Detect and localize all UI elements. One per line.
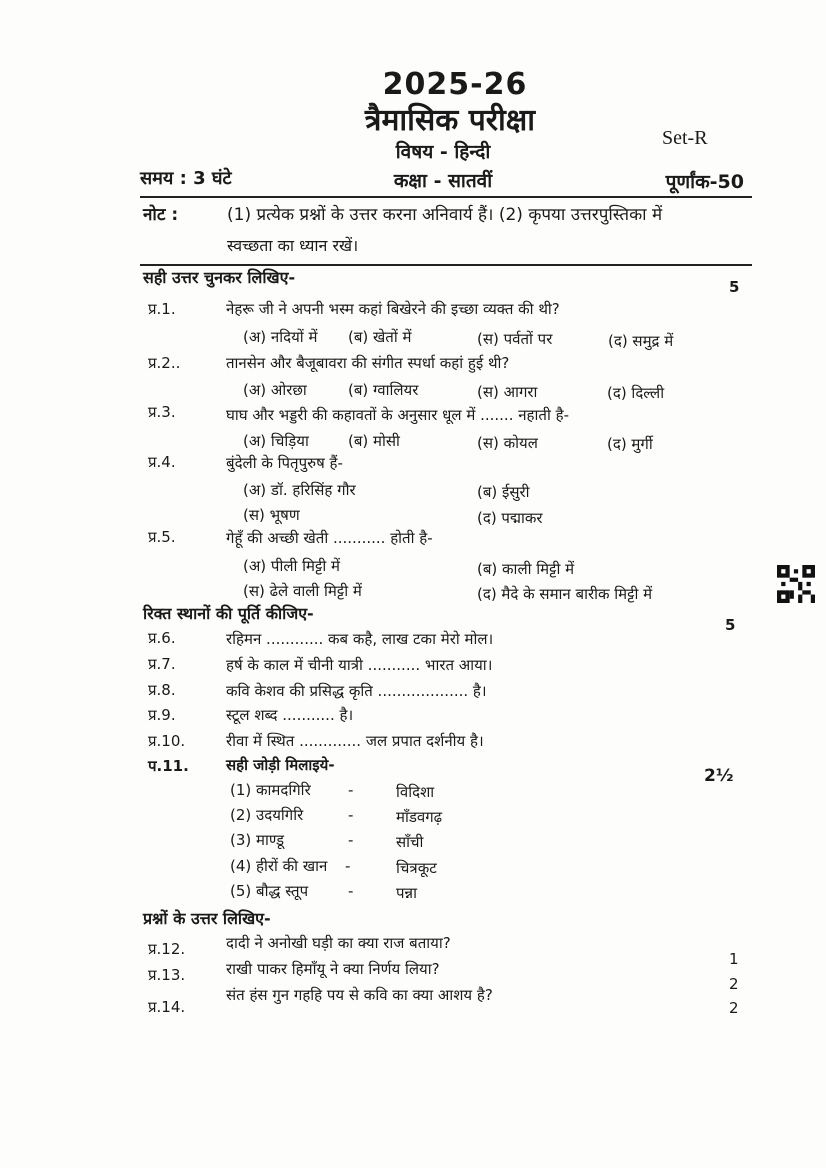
- max-marks: पूर्णांक-50: [665, 171, 744, 193]
- class: कक्षा - सातवीं: [393, 170, 493, 192]
- option: (अ) नदियों में: [243, 328, 318, 346]
- match-left: (1) कामदगिरि: [230, 781, 311, 799]
- option: (द) मुर्गी: [607, 435, 653, 453]
- question-text: स्टूल शब्द ........... है।: [226, 706, 354, 724]
- match-right: चित्रकूट: [396, 859, 437, 877]
- option: (द) मैदे के समान बारीक मिट्टी में: [477, 585, 653, 603]
- option: (ब) मोसी: [348, 432, 400, 450]
- option: (द) समुद्र में: [608, 332, 674, 350]
- question-text: हर्ष के काल में चीनी यात्री ........... भारत आया।: [226, 656, 493, 674]
- question-number: प्र.6.: [148, 629, 176, 647]
- match-dash: -: [348, 831, 354, 849]
- question-text: संत हंस गुन गहहि पय से कवि का क्या आशय है?: [226, 986, 493, 1004]
- qr-code-icon: [777, 565, 815, 603]
- section-title: प्रश्नों के उत्तर लिखिए-: [143, 909, 271, 928]
- option: (ब) ईसुरी: [477, 483, 530, 501]
- question-text: गेहूँ की अच्छी खेती ........... होती है-: [226, 529, 433, 547]
- option: (अ) डॉ. हरिसिंह गौर: [243, 481, 356, 499]
- question-text: रहिमन ............ कब कहै, लाख टका मेरो मोल।: [226, 630, 494, 648]
- match-right: विदिशा: [396, 783, 435, 801]
- match-right: साँची: [396, 833, 424, 851]
- set-label: Set-R: [662, 127, 708, 149]
- match-left: (4) हीरों की खान: [230, 857, 328, 875]
- option: (ब) काली मिट्टी में: [477, 560, 575, 578]
- match-right: पन्ना: [396, 884, 417, 902]
- match-left: (2) उदयगिरि: [230, 806, 304, 824]
- question-number: प्र.12.: [148, 940, 186, 958]
- note-line-1: (1) प्रत्येक प्रश्नों के उत्तर करना अनिवार्य हैं। (2) कृपया उत्तरपुस्तिका में: [227, 205, 663, 225]
- question-marks: 2: [729, 975, 739, 993]
- option: (अ) पीली मिट्टी में: [243, 557, 340, 575]
- match-dash: -: [348, 781, 354, 799]
- exam-title: त्रैमासिक परीक्षा: [364, 103, 536, 138]
- question-text: बुंदेली के पितृपुरुष हैं-: [226, 454, 343, 472]
- option: (स) ढेले वाली मिट्टी में: [243, 582, 362, 600]
- section-marks: 5: [729, 278, 740, 296]
- match-dash: -: [348, 806, 354, 824]
- question-text: तानसेन और बैजूबावरा की संगीत स्पर्धा कहां हुई थी?: [226, 354, 510, 372]
- exam-year: 2025-26: [382, 67, 528, 102]
- option: (द) दिल्ली: [607, 384, 665, 402]
- question-number: प.11.: [148, 757, 189, 775]
- option: (अ) चिड़िया: [243, 432, 309, 450]
- match-left: (3) माण्डू: [230, 831, 285, 849]
- question-number: प्र.7.: [148, 655, 176, 673]
- question-text: रीवा में स्थित ............. जल प्रपात दर्शनीय है।: [226, 732, 484, 750]
- option: (स) आगरा: [477, 383, 538, 401]
- divider: [140, 264, 752, 266]
- question-number: प्र.9.: [148, 706, 176, 724]
- subject: विषय - हिन्दी: [395, 141, 491, 163]
- note-label: नोट :: [143, 205, 179, 225]
- question-marks: 2: [729, 999, 739, 1017]
- option: (ब) ग्वालियर: [348, 381, 419, 399]
- divider: [140, 196, 752, 198]
- match-right: माँडवगढ़: [396, 808, 443, 826]
- match-dash: -: [345, 857, 351, 875]
- option: (द) पद्माकर: [477, 509, 543, 527]
- question-text: घाघ और भड्डरी की कहावतों के अनुसार धूल में ....... नहाती है-: [226, 406, 569, 424]
- match-dash: -: [348, 882, 354, 900]
- question-number: प्र.14.: [148, 998, 186, 1016]
- section-title: सही उत्तर चुनकर लिखिए-: [143, 268, 296, 287]
- question-text: राखी पाकर हिमाँयू ने क्या निर्णय लिया?: [226, 960, 440, 978]
- question-number: प्र.10.: [148, 732, 186, 750]
- question-number: प्र.8.: [148, 681, 176, 699]
- question-number: प्र.3.: [148, 403, 176, 421]
- time-allowed: समय : 3 घंटे: [140, 168, 232, 189]
- match-left: (5) बौद्ध स्तूप: [230, 882, 309, 900]
- option: (अ) ओरछा: [243, 381, 307, 399]
- question-text: नेहरू जी ने अपनी भस्म कहां बिखेरने की इच्छा व्यक्त की थी?: [226, 300, 560, 318]
- question-number: प्र.2..: [148, 354, 181, 372]
- question-marks: 1: [729, 950, 739, 968]
- option: (स) भूषण: [243, 506, 300, 524]
- section-title: रिक्त स्थानों की पूर्ति कीजिए-: [143, 604, 314, 623]
- question-text: दादी ने अनोखी घड़ी का क्या राज बताया?: [226, 934, 451, 952]
- option: (ब) खेतों में: [348, 328, 412, 346]
- question-number: प्र.5.: [148, 528, 176, 546]
- note-line-2: स्वच्छता का ध्यान रखें।: [227, 236, 359, 255]
- question-text: कवि केशव की प्रसिद्ध कृति ................... है।: [226, 682, 487, 700]
- section-marks: 2½: [704, 766, 734, 786]
- question-number: प्र.4.: [148, 453, 176, 471]
- question-number: प्र.1.: [148, 300, 176, 318]
- section-marks: 5: [725, 616, 736, 634]
- question-number: प्र.13.: [148, 966, 186, 984]
- option: (स) पर्वतों पर: [477, 330, 553, 348]
- question-text: सही जोड़ी मिलाइये-: [226, 756, 335, 774]
- option: (स) कोयल: [477, 434, 538, 452]
